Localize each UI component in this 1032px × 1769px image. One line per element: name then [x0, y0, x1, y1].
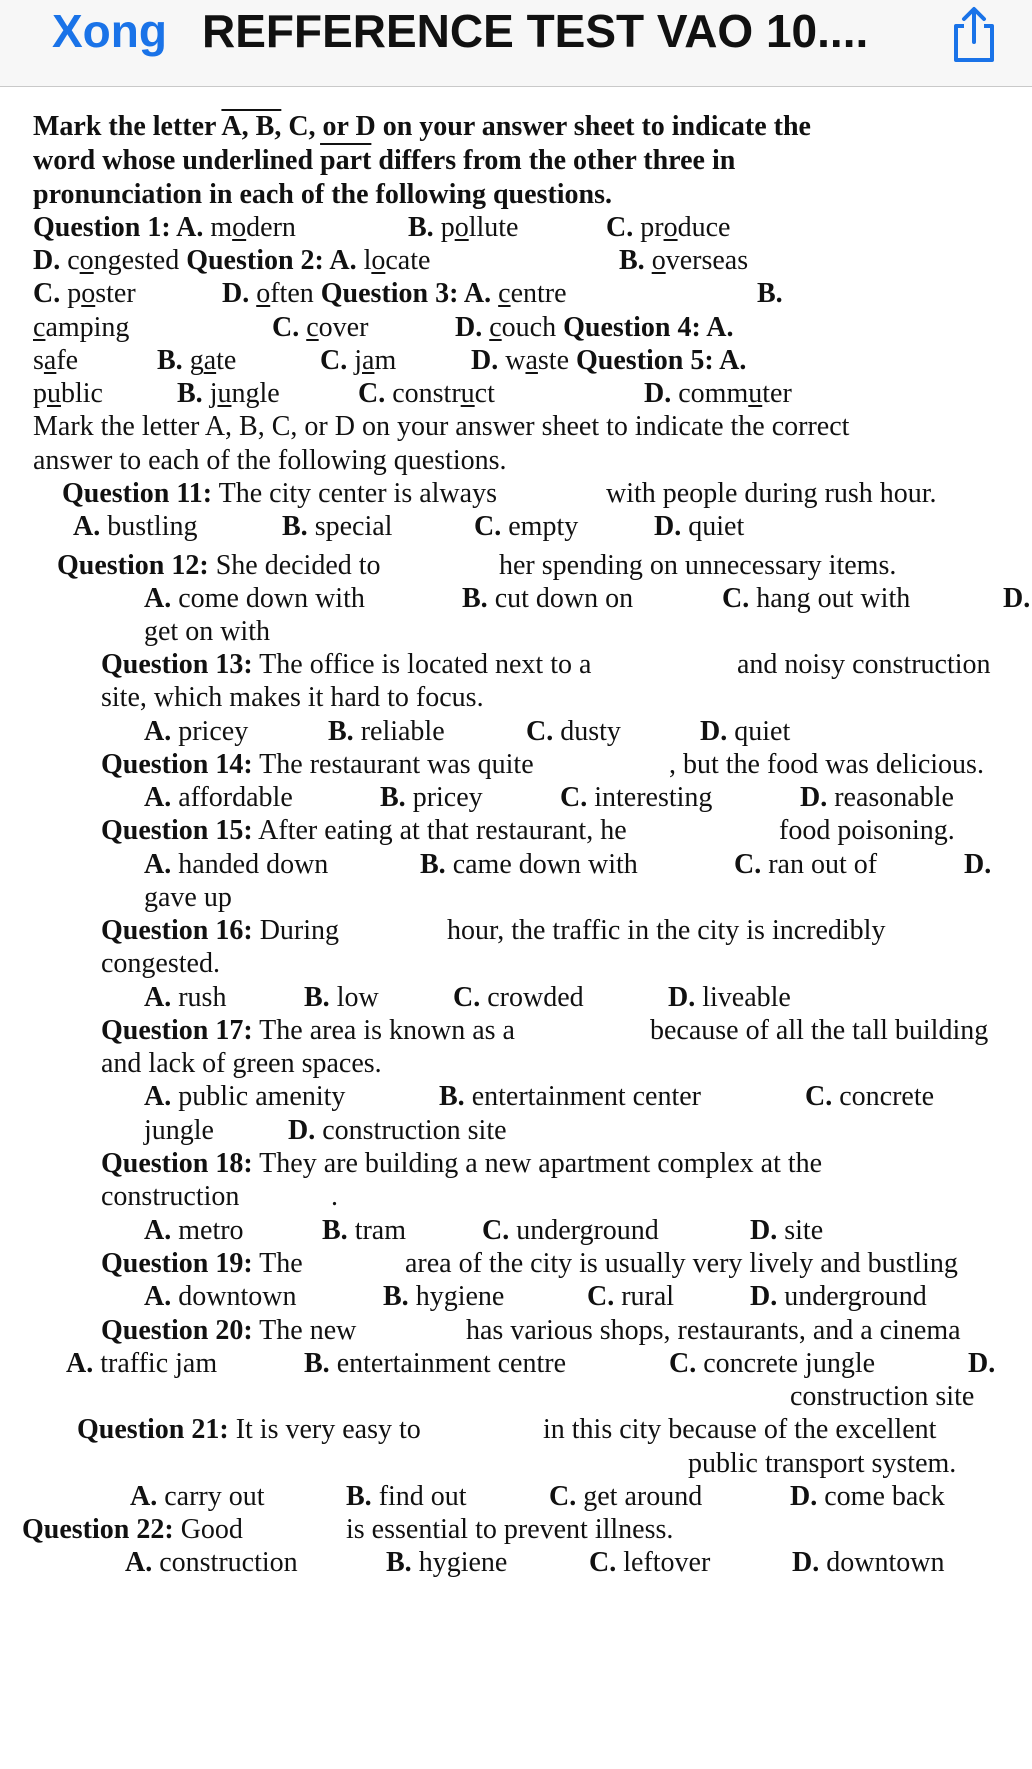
question-20-stem: Question 20: The new [101, 1315, 357, 1346]
question-3-option-c: C. cover [272, 312, 369, 343]
question-17-option-b: B. entertainment center [439, 1081, 702, 1112]
section1-instruction-line1: Mark the letter A, B, C, or D on your answer sheet to indicate the [33, 111, 811, 142]
question-21-option-a: A. carry out [130, 1481, 265, 1512]
question-20-option-d: construction site [790, 1381, 975, 1412]
question-11-stem-end: with people during rush hour. [606, 478, 937, 509]
question-15-option-c: C. ran out of [734, 849, 878, 880]
question-12-option-d-letter: D. [1003, 583, 1031, 614]
section1-instruction-line2: word whose underlined part differs from the other three in [33, 145, 736, 176]
question-17-option-d: D. construction site [288, 1115, 507, 1146]
question-11-option-b: B. special [282, 511, 393, 542]
section1-instruction-line3: pronunciation in each of the following questions. [33, 179, 613, 210]
question-21-option-b: B. find out [346, 1481, 467, 1512]
question-17-stem: Question 17: The area is known as a [101, 1015, 515, 1046]
question-15-option-d-letter: D. [964, 849, 992, 880]
question-4-option-c: C. jam [320, 345, 397, 376]
question-15-stem-end: food poisoning. [779, 815, 955, 846]
question-11-stem: Question 11: The city center is always [62, 478, 497, 509]
question-18-option-a: A. metro [144, 1215, 244, 1246]
question-17-stem-end: and lack of green spaces. [101, 1048, 382, 1079]
question-20-option-c: C. concrete jungle [669, 1348, 876, 1379]
question-14-option-c: C. interesting [560, 782, 713, 813]
question-12-option-b: B. cut down on [462, 583, 634, 614]
question-1-label: Question 1: A. modern [33, 212, 296, 243]
question-21-stem: Question 21: It is very easy to [77, 1414, 421, 1445]
question-20-option-b: B. entertainment centre [304, 1348, 567, 1379]
question-21-option-d: D. come back [790, 1481, 945, 1512]
question-21-stem-mid: in this city because of the excellent [543, 1414, 937, 1445]
question-16-stem: Question 16: During [101, 915, 340, 946]
question-13-stem-mid: and noisy construction [737, 649, 991, 680]
question-18-stem: Question 18: They are building a new apartment complex at the [101, 1148, 823, 1179]
section2-instruction-line2: answer to each of the following questions. [33, 445, 507, 476]
question-11-option-c: C. empty [474, 511, 579, 542]
question-21-stem-end: public transport system. [688, 1448, 957, 1479]
question-13-stem: Question 13: The office is located next to a [101, 649, 592, 680]
question-2-option-b: B. overseas [619, 245, 749, 276]
question-18-stem-end: construction [101, 1181, 240, 1212]
question-22-stem: Question 22: Good [22, 1514, 243, 1545]
share-icon [944, 4, 1004, 66]
question-16-stem-mid: hour, the traffic in the city is incredibly [447, 915, 886, 946]
question-19-option-b: B. hygiene [383, 1281, 505, 1312]
question-12-option-a: A. come down with [144, 583, 365, 614]
top-bar [0, 0, 1032, 87]
question-22-option-c: C. leftover [589, 1547, 711, 1578]
question-20-stem-end: has various shops, restaurants, and a cinema [466, 1315, 961, 1346]
question-17-option-c-cont: jungle [144, 1115, 214, 1146]
question-15-stem: Question 15: After eating at that restaurant, he [101, 815, 627, 846]
question-1-option-b: B. pollute [408, 212, 519, 243]
question-11-option-d: D. quiet [654, 511, 745, 542]
question-13-option-a: A. pricey [144, 716, 249, 747]
question-15-option-d: gave up [144, 882, 232, 913]
question-12-stem-end: her spending on unnecessary items. [499, 550, 897, 581]
question-21-option-c: C. get around [549, 1481, 703, 1512]
question-22-option-b: B. hygiene [386, 1547, 508, 1578]
question-12-option-c: C. hang out with [722, 583, 911, 614]
question-16-stem-end: congested. [101, 948, 220, 979]
question-18-option-c: C. underground [482, 1215, 659, 1246]
question-1-option-d: D. congested Question 2: A. locate [33, 245, 431, 276]
question-18-period: . [331, 1181, 338, 1212]
question-20-option-d-letter: D. [968, 1348, 996, 1379]
question-4-option-d: D. waste Question 5: A. [471, 345, 747, 376]
question-16-option-b: B. low [304, 982, 379, 1013]
share-button[interactable] [944, 4, 1004, 66]
question-17-option-c: C. concrete [805, 1081, 935, 1112]
question-14-stem-end: , but the food was delicious. [669, 749, 984, 780]
question-5-option-c: C. construct [358, 378, 495, 409]
question-15-option-b: B. came down with [420, 849, 638, 880]
question-3-option-b-letter: B. [757, 278, 783, 309]
question-17-option-a: A. public amenity [144, 1081, 346, 1112]
question-19-option-a: A. downtown [144, 1281, 297, 1312]
question-5-option-b: B. jungle [177, 378, 280, 409]
question-11-option-a: A. bustling [73, 511, 198, 542]
question-2-option-d: D. often Question 3: A. centre [222, 278, 567, 309]
question-5-option-d: D. commuter [644, 378, 792, 409]
question-16-option-a: A. rush [144, 982, 227, 1013]
question-12-stem: Question 12: She decided to [57, 550, 381, 581]
question-14-stem: Question 14: The restaurant was quite [101, 749, 534, 780]
question-19-option-c: C. rural [587, 1281, 675, 1312]
question-18-option-d: D. site [750, 1215, 824, 1246]
document-title: REFFERENCE TEST VAO 10.... [202, 5, 869, 57]
question-13-option-b: B. reliable [328, 716, 445, 747]
question-4-option-b: B. gate [157, 345, 237, 376]
question-5-option-a: public [33, 378, 103, 409]
question-22-option-a: A. construction [125, 1547, 298, 1578]
question-13-option-c: C. dusty [526, 716, 621, 747]
question-3-option-b: camping [33, 312, 130, 343]
question-16-option-d: D. liveable [668, 982, 791, 1013]
question-13-option-d: D. quiet [700, 716, 791, 747]
question-14-option-a: A. affordable [144, 782, 293, 813]
question-12-option-d: get on with [144, 616, 270, 647]
question-13-stem-end: site, which makes it hard to focus. [101, 682, 484, 713]
question-19-option-d: D. underground [750, 1281, 927, 1312]
document-page[interactable] [0, 86, 1032, 1769]
question-22-stem-end: is essential to prevent illness. [346, 1514, 674, 1545]
question-16-option-c: C. crowded [453, 982, 584, 1013]
question-14-option-d: D. reasonable [800, 782, 954, 813]
done-button[interactable]: Xong [52, 5, 167, 57]
question-19-stem: Question 19: The [101, 1248, 303, 1279]
question-22-option-d: D. downtown [792, 1547, 945, 1578]
question-15-option-a: A. handed down [144, 849, 329, 880]
section2-instruction-line1: Mark the letter A, B, C, or D on your answer sheet to indicate the correct [33, 411, 850, 442]
question-17-stem-mid: because of all the tall building [650, 1015, 989, 1046]
question-4-option-a: safe [33, 345, 79, 376]
question-20-option-a: A. traffic jam [66, 1348, 218, 1379]
question-3-option-d: D. couch Question 4: A. [455, 312, 734, 343]
question-14-option-b: B. pricey [380, 782, 483, 813]
question-2-option-c: C. poster [33, 278, 136, 309]
question-18-option-b: B. tram [322, 1215, 406, 1246]
question-1-option-c: C. produce [606, 212, 731, 243]
question-19-stem-end: area of the city is usually very lively and bustling [405, 1248, 958, 1279]
